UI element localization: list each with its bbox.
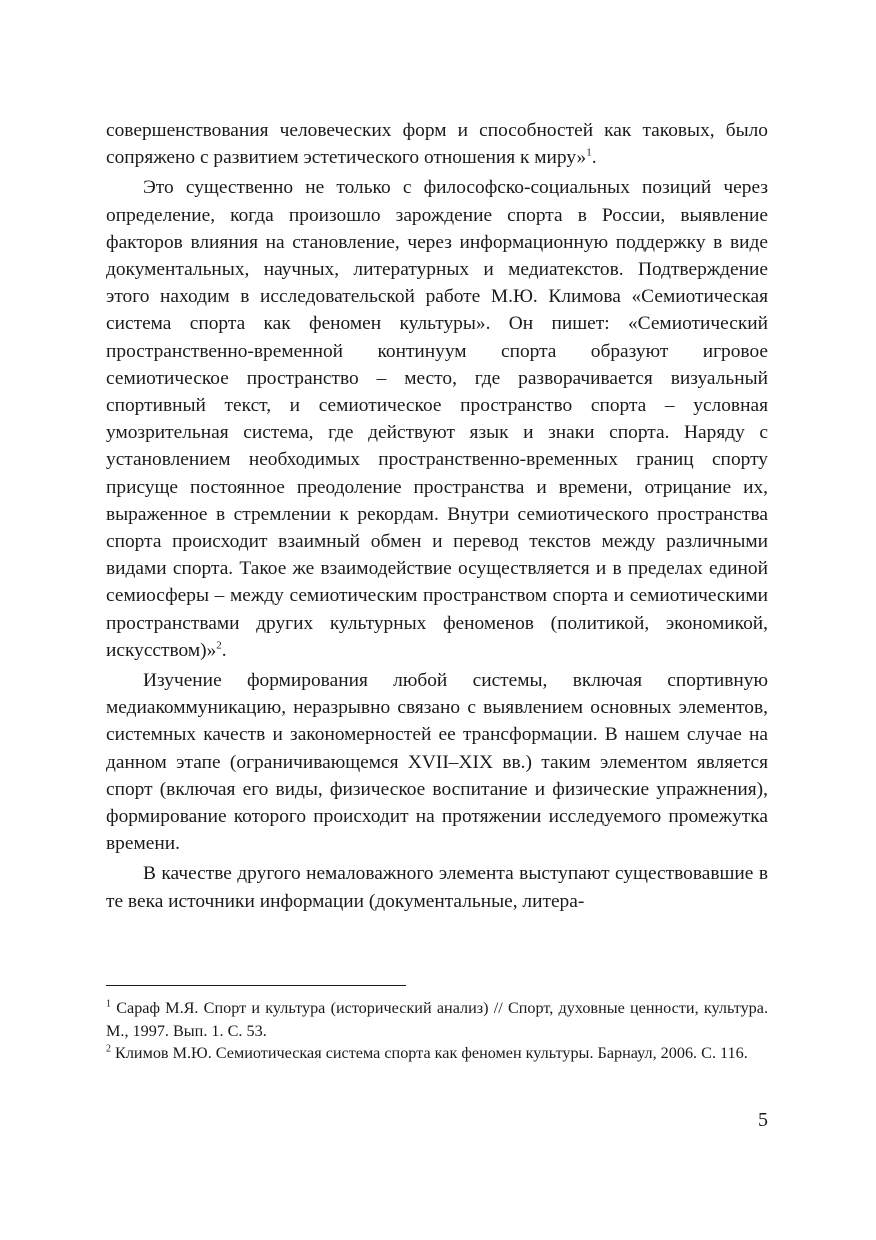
- paragraph-1-tail: .: [591, 147, 597, 169]
- footnote-ref-2: 2: [216, 639, 222, 652]
- footnote-ref-1: 1: [586, 146, 592, 159]
- footnote-1-number: 1: [106, 998, 111, 1010]
- main-text: [106, 117, 768, 915]
- paragraph-3: [106, 667, 768, 857]
- footnote-1-text: Сараф М.Я. Спорт и культура (исторический анализ) // Спорт, духовные ценности, культура. М., 1997. Вып. 1. С. 53.: [106, 999, 768, 1040]
- footnote-2-number: 2: [106, 1043, 111, 1055]
- paragraph-4: [106, 860, 768, 914]
- footnote-divider: [106, 985, 406, 986]
- page-number: 5: [758, 1109, 768, 1131]
- footnote-1: [106, 997, 768, 1042]
- footnotes: [106, 997, 768, 1065]
- paragraph-2-tail: .: [221, 639, 227, 661]
- paragraph-2: [106, 174, 768, 664]
- paragraph-2-text: Это существенно не только с философско-социальных позиций через определение, когда произошло зарождение спорта в России, выявление факторов влияния на становление, через информационную поддержку в виде документальных, научных, литературных и медиатекстов. Подтверждение этого находим в исследовательской работе М.Ю. Климова «Семиотическая система спорта как феномен культуры». Он пишет: «Семиотический пространственно-временной континуум спорта образуют игровое семиотическое пространство – место, где разворачивается визуальный спортивный текст, и семиотическое пространство спорта – условная умозрительная система, где действуют язык и знаки спорта. Наряду с установлением необходимых пространственно-временных границ спорту присуще постоянное преодоление пространства и времени, отрицание их, выраженное в стремлении к рекордам. Внутри семиотического пространства спорта происходит взаимный обмен и перевод текстов между различными видами спорта. Такое же взаимодействие осуществляется и в пределах единой семиосферы – между семиотическим пространством спорта и семиотическими пространствами других культурных феноменов (политикой, экономикой, искусством)»: [106, 177, 768, 661]
- paragraph-3-text: Изучение формирования любой системы, включая спортивную медиакоммуникацию, неразрывно связано с выявлением основных элементов, системных качеств и закономерностей ее трансформации. В нашем случае на данном этапе (ограничивающемся XVII–XIX вв.) таким элементом является спорт (включая его виды, физическое воспитание и физические упражнения), формирование которого происходит на протяжении исследуемого промежутка времени.: [106, 670, 768, 855]
- paragraph-1-text: совершенствования человеческих форм и способностей как таковых, было сопряжено с развитием эстетического отношения к миру»: [106, 120, 768, 169]
- paragraph-1: [106, 117, 768, 171]
- paragraph-4-text: В качестве другого немаловажного элемента выступают существовавшие в те века источники информации (документальные, литера-: [106, 863, 768, 912]
- footnote-2-text: Климов М.Ю. Семиотическая система спорта как феномен культуры. Барнаул, 2006. С. 116.: [115, 1044, 748, 1062]
- footnote-2: [106, 1042, 768, 1065]
